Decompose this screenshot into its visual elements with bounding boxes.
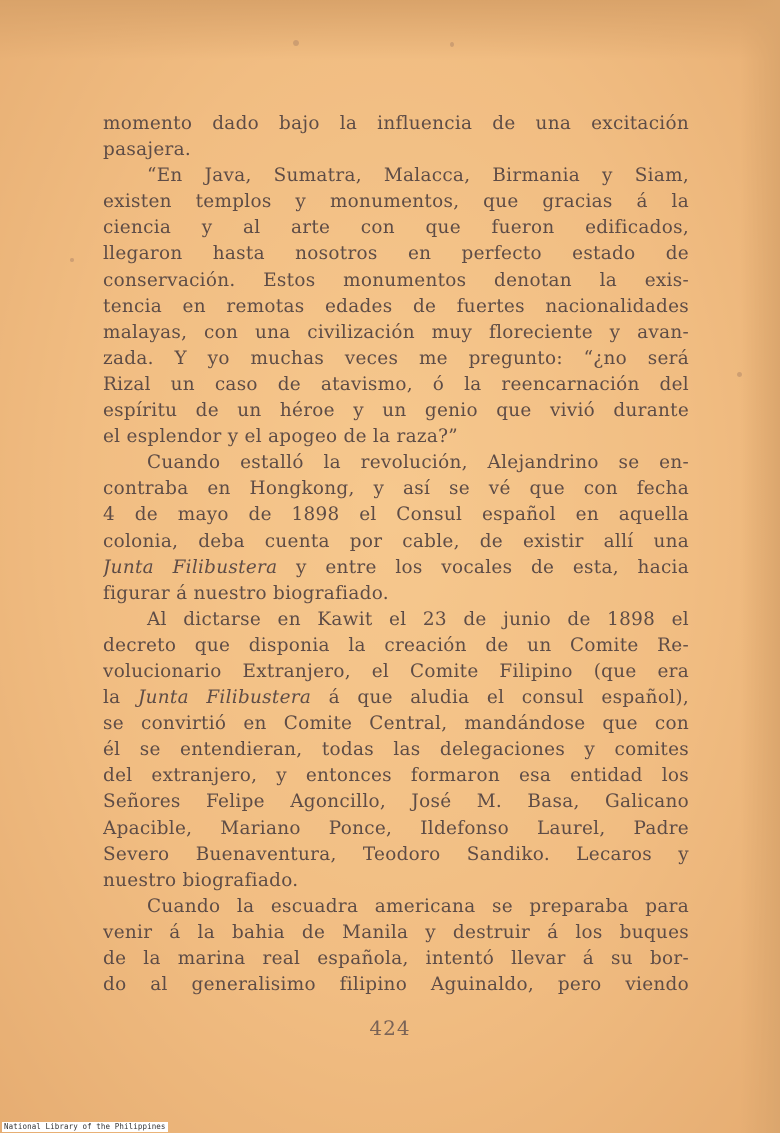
page-edge-shadow-right: [740, 0, 780, 1133]
text-line: Cuando la escuadra americana se preparaba para: [147, 895, 689, 917]
text-line: Cuando estalló la revolución, Alejandrino se en-: [147, 452, 689, 474]
text-line: venir á la bahia de Manila y destruir á los buques: [103, 921, 689, 943]
text-line: de la marina real española, intentó llevar á su bor-: [103, 948, 689, 969]
text-line: del extranjero, y entonces formaron esa entidad los: [103, 765, 689, 787]
text-line: pasajera.: [103, 139, 192, 161]
text-line: Severo Buenaventura, Teodoro Sandiko. Lecaros y: [103, 843, 689, 865]
text-line: Al dictarse en Kawit el 23 de junio de 1898 el: [147, 608, 689, 630]
text-line: figurar á nuestro biografiado.: [103, 582, 389, 604]
text-line: la Junta Filibustera á que aludia el consul español),: [103, 687, 689, 709]
page-edge-shadow-top: [0, 0, 780, 60]
paper-speck: [450, 42, 454, 47]
text-line: se convirtió en Comite Central, mandándose que con: [103, 713, 689, 735]
text-line: “En Java, Sumatra, Malacca, Birmania y Siam,: [147, 165, 689, 187]
paper-speck: [70, 258, 74, 262]
text-line: ciencia y al arte con que fueron edificados,: [103, 217, 689, 239]
italic-phrase: Junta Filibustera: [137, 687, 312, 709]
text-line: zada. Y yo muchas veces me pregunto: “¿no será: [103, 347, 689, 369]
text-line: Señores Felipe Agoncillo, José M. Basa, Galicano: [103, 791, 689, 813]
text-line: contraba en Hongkong, y así se vé que con fecha: [103, 478, 689, 500]
text-line: espíritu de un héroe y un genio que vivió durante: [103, 400, 689, 422]
text-line: decreto que disponia la creación de un Comite Re-: [103, 634, 689, 656]
text-line: Junta Filibustera y entre los vocales de esta, hacia: [103, 556, 689, 578]
text-line: malayas, con una civilización muy floreciente y avan-: [103, 321, 689, 343]
text-line: volucionario Extranjero, el Comite Filipino (que era: [103, 660, 689, 682]
body-text: [103, 111, 689, 998]
text-line: él se entendieran, todas las delegaciones y comites: [103, 739, 689, 761]
text-line: nuestro biografiado.: [103, 869, 299, 891]
italic-phrase: Junta Filibustera: [103, 556, 278, 578]
paper-speck: [737, 372, 742, 377]
text-line: do al generalisimo filipino Aguinaldo, pero viendo: [103, 974, 689, 996]
text-line: 4 de mayo de 1898 el Consul español en aquella: [103, 504, 689, 526]
text-line: llegaron hasta nosotros en perfecto estado de: [103, 243, 689, 265]
page-number: 424: [369, 1016, 411, 1040]
text-line: el esplendor y el apogeo de la raza?”: [103, 426, 458, 448]
text-line: tencia en remotas edades de fuertes nacionalidades: [103, 295, 689, 317]
text-line: Apacible, Mariano Ponce, Ildefonso Laurel, Padre: [103, 817, 689, 839]
text-line: momento dado bajo la influencia de una excitación: [103, 113, 689, 134]
paper-speck: [293, 40, 299, 46]
text-line: existen templos y monumentos, que gracias á la: [103, 191, 689, 213]
text-line: conservación. Estos monumentos denotan la exis-: [103, 269, 689, 291]
library-watermark: National Library of the Philippines: [4, 1122, 166, 1131]
text-line: colonia, deba cuenta por cable, de existir allí una: [103, 530, 689, 552]
text-line: Rizal un caso de atavismo, ó la reencarnación del: [103, 373, 689, 395]
